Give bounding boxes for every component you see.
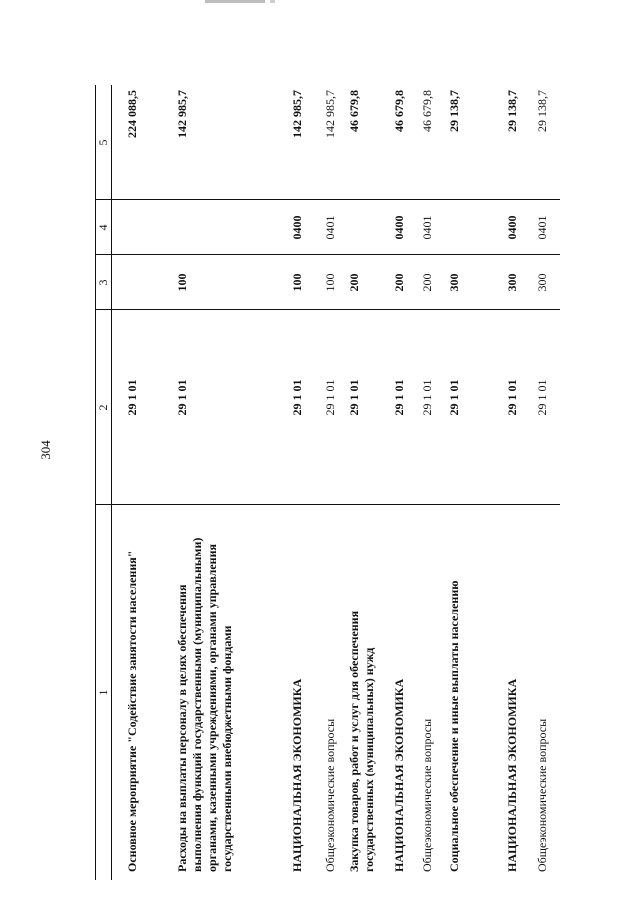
column-header-2: 2 bbox=[96, 404, 110, 411]
row-expense-type: 100 bbox=[323, 273, 337, 292]
row-expense-type: 300 bbox=[535, 273, 549, 292]
column-header-5: 5 bbox=[96, 139, 110, 146]
row-program-code: 29 1 01 bbox=[175, 379, 189, 416]
row-name: Основное мероприятие "Содействие занятости населения" bbox=[125, 550, 139, 872]
row-section-code: 0401 bbox=[323, 215, 337, 240]
row-expense-type: 200 bbox=[420, 273, 434, 292]
row-program-code: 29 1 01 bbox=[323, 379, 337, 416]
scan-top-mark bbox=[270, 0, 275, 3]
row-name: Общеэкономические вопросы bbox=[420, 718, 434, 872]
row-section-code: 0401 bbox=[535, 215, 549, 240]
row-name: Общеэкономические вопросы bbox=[323, 718, 337, 872]
column-header-4: 4 bbox=[96, 224, 110, 231]
row-program-code: 29 1 01 bbox=[125, 379, 139, 416]
column-header-3: 3 bbox=[96, 279, 110, 286]
row-program-code: 29 1 01 bbox=[505, 379, 519, 416]
column-divider bbox=[95, 504, 560, 505]
row-section-code: 0401 bbox=[420, 215, 434, 240]
row-amount: 29 138,7 bbox=[535, 90, 549, 132]
row-expense-type: 300 bbox=[447, 273, 461, 292]
row-amount: 46 679,8 bbox=[392, 90, 406, 132]
scan-top-strip bbox=[205, 0, 265, 3]
row-expense-type: 200 bbox=[347, 273, 361, 292]
column-header-1: 1 bbox=[96, 689, 110, 696]
page-number: 304 bbox=[38, 440, 53, 460]
row-amount: 224 088,5 bbox=[125, 90, 139, 138]
row-name: Общеэкономические вопросы bbox=[535, 718, 549, 872]
row-expense-type: 300 bbox=[505, 273, 519, 292]
row-section-code: 0400 bbox=[392, 215, 406, 240]
row-amount: 46 679,8 bbox=[420, 90, 434, 132]
budget-table bbox=[95, 85, 560, 880]
row-program-code: 29 1 01 bbox=[447, 379, 461, 416]
row-amount: 142 985,7 bbox=[290, 90, 304, 138]
row-program-code: 29 1 01 bbox=[535, 379, 549, 416]
row-amount: 142 985,7 bbox=[323, 90, 337, 138]
row-section-code: 0400 bbox=[505, 215, 519, 240]
row-name: Расходы на выплаты персоналу в целях обеспечения выполнения функций государственными (муниципальными) органами, казенными учреждениями, органами управления государственными внебюджетными фондами bbox=[175, 537, 234, 872]
row-name: Закупка товаров, работ и услуг для обеспечения государственных (муниципальных) нужд bbox=[347, 610, 376, 872]
row-amount: 142 985,7 bbox=[175, 90, 189, 138]
row-name: НАЦИОНАЛЬНАЯ ЭКОНОМИКА bbox=[392, 678, 406, 872]
row-amount: 46 679,8 bbox=[347, 90, 361, 132]
row-expense-type: 100 bbox=[175, 273, 189, 292]
row-name: НАЦИОНАЛЬНАЯ ЭКОНОМИКА bbox=[505, 678, 519, 872]
row-name: НАЦИОНАЛЬНАЯ ЭКОНОМИКА bbox=[290, 678, 304, 872]
row-program-code: 29 1 01 bbox=[290, 379, 304, 416]
row-name: Социальное обеспечение и иные выплаты населению bbox=[447, 580, 461, 872]
row-amount: 29 138,7 bbox=[505, 90, 519, 132]
row-expense-type: 100 bbox=[290, 273, 304, 292]
row-section-code: 0400 bbox=[290, 215, 304, 240]
row-amount: 29 138,7 bbox=[447, 90, 461, 132]
row-program-code: 29 1 01 bbox=[392, 379, 406, 416]
table-header-border bbox=[111, 85, 112, 880]
row-program-code: 29 1 01 bbox=[420, 379, 434, 416]
row-expense-type: 200 bbox=[392, 273, 406, 292]
row-program-code: 29 1 01 bbox=[347, 379, 361, 416]
